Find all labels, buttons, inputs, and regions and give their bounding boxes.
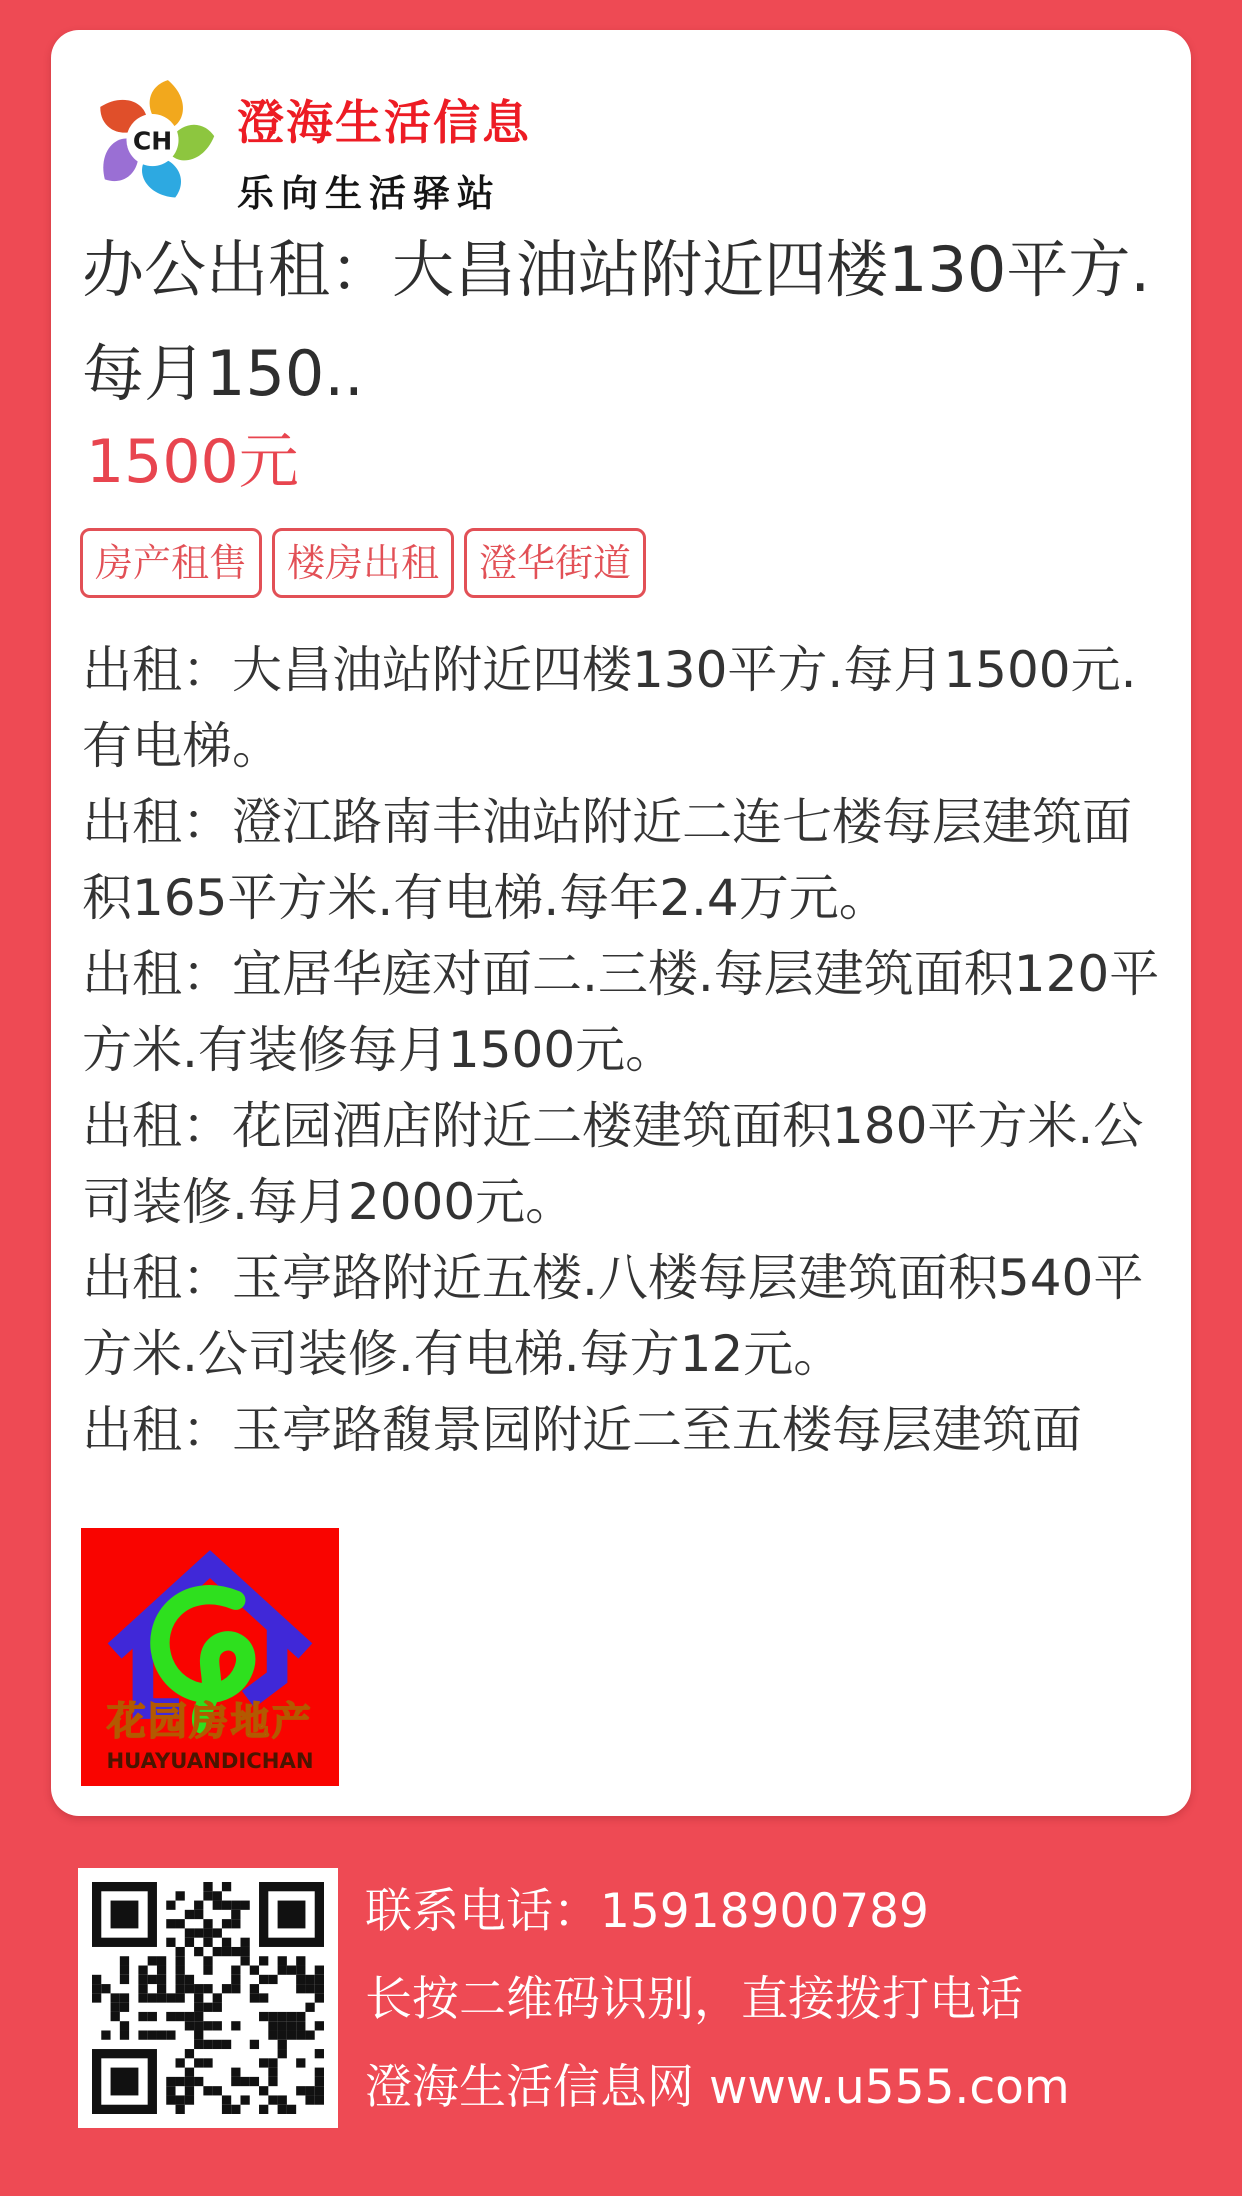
tag-row — [80, 528, 646, 598]
site-link[interactable]: 澄海生活信息网 www.u555.com — [365, 2060, 1070, 2115]
description-paragraph: 出租：宜居华庭对面二.三楼.每层建筑面积120平方米.有装修每月1500元。 — [82, 945, 1160, 1079]
qr-code[interactable] — [78, 1868, 338, 2128]
listing-card — [51, 30, 1191, 1816]
qr-instruction: 长按二维码识别，直接拨打电话 — [365, 1972, 1023, 2027]
chenghai-life-logo-icon — [85, 66, 220, 216]
agency-pinyin: HUAYUANDICHAN — [106, 1747, 314, 1773]
brand-text-block — [237, 86, 531, 217]
listing-description — [82, 632, 1174, 1468]
tag-category[interactable]: 房产租售 — [80, 528, 262, 598]
agency-name: 花园房地产 — [106, 1699, 314, 1745]
brand-slogan: 乐向生活驿站 — [237, 172, 501, 215]
brand-name: 澄海生活信息 — [237, 96, 531, 151]
description-paragraph: 出租：澄江路南丰油站附近二连七楼每层建筑面积165平方米.有电梯.每年2.4万元。 — [82, 793, 1132, 927]
tag-subcategory[interactable]: 楼房出租 — [272, 528, 454, 598]
tag-district[interactable]: 澄华街道 — [464, 528, 646, 598]
description-paragraph: 出租：玉亭路附近五楼.八楼每层建筑面积540平方米.公司装修.有电梯.每方12元。 — [82, 1249, 1144, 1383]
description-paragraph: 出租：玉亭路馥景园附近二至五楼每层建筑面 — [82, 1401, 1082, 1459]
contact-phone: 联系电话：15918900789 — [365, 1884, 929, 1939]
listing-title: 办公出租：大昌油站附近四楼130平方.每月150.. — [82, 233, 1151, 410]
listing-price: 1500元 — [86, 427, 299, 497]
huayuan-realestate-logo — [81, 1527, 339, 1787]
description-paragraph: 出租：大昌油站附近四楼130平方.每月1500元.有电梯。 — [82, 641, 1137, 775]
description-paragraph: 出租：花园酒店附近二楼建筑面积180平方米.公司装修.每月2000元。 — [82, 1097, 1144, 1231]
logo-monogram: CH — [132, 126, 173, 156]
